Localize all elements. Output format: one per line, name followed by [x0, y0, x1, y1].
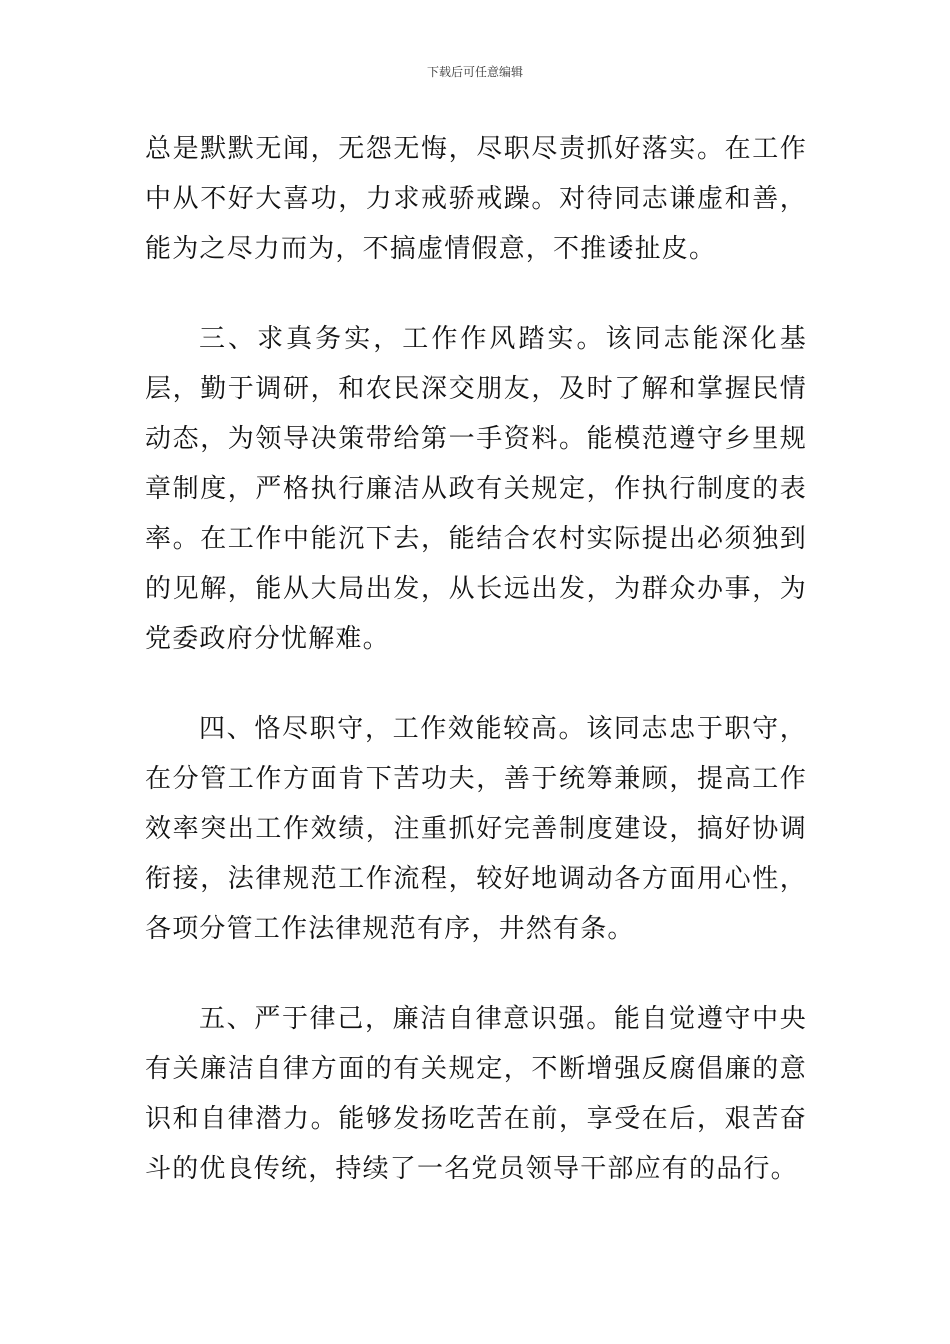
paragraph-gap	[145, 664, 807, 704]
paragraph-section-three: 三、求真务实，工作作风踏实。该同志能深化基层，勤于调研，和农民深交朋友，及时了解和掌握民情动态，为领导决策带给第一手资料。能模范遵守乡里规章制度，严格执行廉洁从政有关规定，作执行制度的表率。在工作中能沉下去，能结合农村实际提出必须独到的见解，能从大局出发，从长远出发，为群众办事，为党委政府分忧解难。	[145, 324, 807, 654]
page-header-note: 下载后可任意编辑	[426, 65, 523, 79]
document-body	[145, 124, 807, 1194]
paragraph-gap	[145, 954, 807, 994]
paragraph-section-four: 四、恪尽职守，工作效能较高。该同志忠于职守，在分管工作方面肯下苦功夫，善于统筹兼顾，提高工作效率突出工作效绩，注重抓好完善制度建设，搞好协调衔接，法律规范工作流程，较好地调动各方面用心性，各项分管工作法律规范有序，井然有条。	[145, 714, 807, 944]
paragraph-gap	[145, 274, 807, 314]
paragraph-continuation: 总是默默无闻，无怨无悔，尽职尽责抓好落实。在工作中从不好大喜功，力求戒骄戒躁。对待同志谦虚和善，能为之尽力而为，不搞虚情假意，不推诿扯皮。	[145, 134, 807, 264]
paragraph-section-five: 五、严于律己，廉洁自律意识强。能自觉遵守中央有关廉洁自律方面的有关规定，不断增强反腐倡廉的意识和自律潜力。能够发扬吃苦在前，享受在后，艰苦奋斗的优良传统，持续了一名党员领导干部应有的品行。	[145, 1004, 807, 1184]
